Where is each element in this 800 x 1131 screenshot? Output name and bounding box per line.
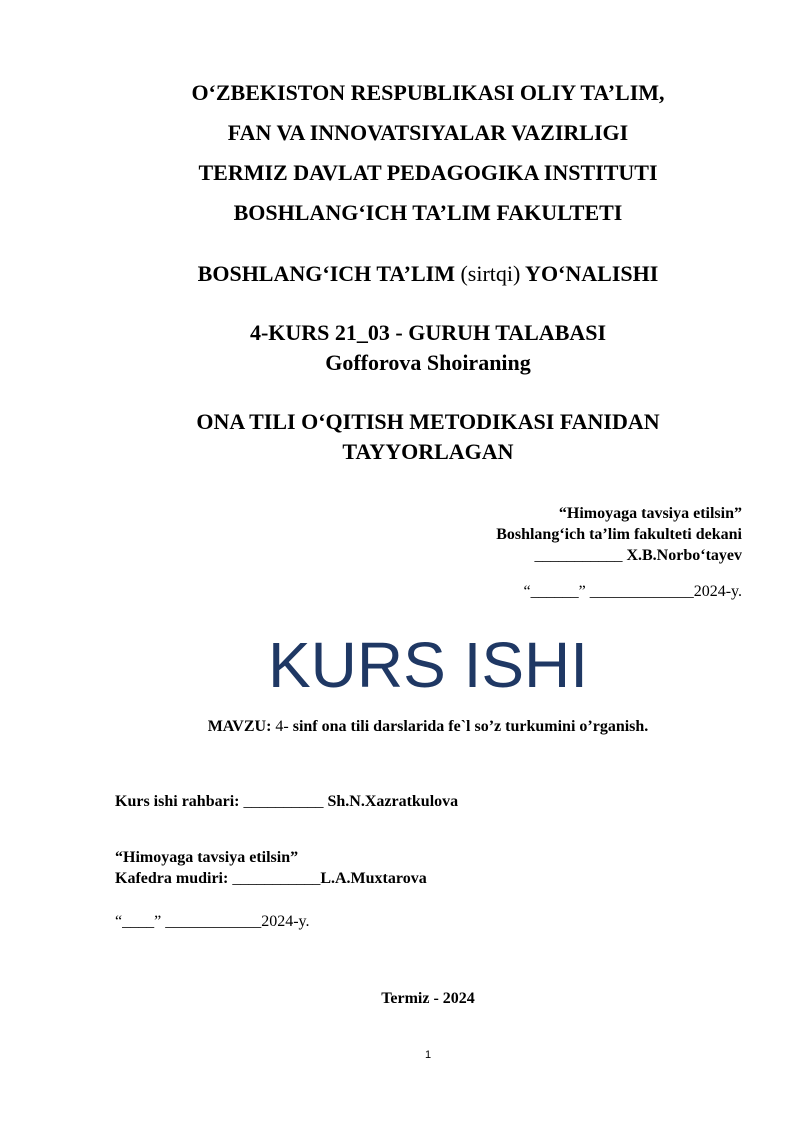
faculty-name: BOSHLANG‘ICH TA’LIM FAKULTETI (233, 200, 623, 225)
direction-after: YO‘NALISHI (520, 261, 659, 286)
city-year: Termiz - 2024 (381, 990, 475, 1007)
department-head-name: L.A.Muxtarova (320, 870, 427, 887)
subject-line-2: TAYYORLAGAN (342, 439, 514, 464)
dean-recommendation: “Himoyaga tavsiya etilsin” (558, 505, 742, 522)
ministry-line-1: O‘ZBEKISTON RESPUBLIKASI OLIY TA’LIM, (191, 80, 665, 105)
topic-prefix: 4- (271, 718, 289, 735)
dean-signature-line (534, 547, 742, 565)
dean-role: Boshlang‘ich ta’lim fakulteti dekani (496, 526, 742, 543)
supervisor-name: Sh.N.Xazratkulova (327, 793, 459, 810)
topic-text: sinf ona tili darslarida fe`l so’z turkumini o’rganish. (288, 718, 649, 735)
student-group: 4-KURS 21_03 - GURUH TALABASI (249, 320, 607, 345)
department-blank: ___________ (232, 870, 321, 887)
department-recommendation: “Himoyaga tavsiya etilsin” (115, 849, 299, 866)
department-date: “____” ____________2024-y. (115, 913, 310, 930)
ministry-line-2: FAN VA INNOVATSIYALAR VAZIRLIGI (227, 120, 629, 145)
dean-name: X.B.Norbo‘tayev (622, 547, 742, 564)
page-number: 1 (424, 1049, 432, 1061)
document-title: KURS ISHI (267, 629, 589, 701)
supervisor-line (115, 793, 458, 811)
topic-line (0, 718, 800, 736)
department-label: Kafedra mudiri: (115, 870, 233, 887)
department-head-line (115, 870, 427, 888)
institute-name: TERMIZ DAVLAT PEDAGOGIKA INSTITUTI (198, 160, 658, 185)
direction-before: BOSHLANG‘ICH TA’LIM (197, 261, 461, 286)
topic-label: MAVZU: (207, 718, 272, 735)
student-name: Gofforova Shoiraning (325, 350, 531, 375)
direction-line (0, 261, 800, 287)
supervisor-blank: __________ (239, 793, 328, 810)
supervisor-label: Kurs ishi rahbari: (115, 793, 240, 810)
direction-paren: (sirtqi) (460, 261, 521, 286)
subject-line-1: ONA TILI O‘QITISH METODIKASI FANIDAN (196, 409, 660, 434)
dean-date: “______” _____________2024-y. (523, 583, 742, 600)
dean-signature-blank: ___________ (534, 547, 623, 564)
